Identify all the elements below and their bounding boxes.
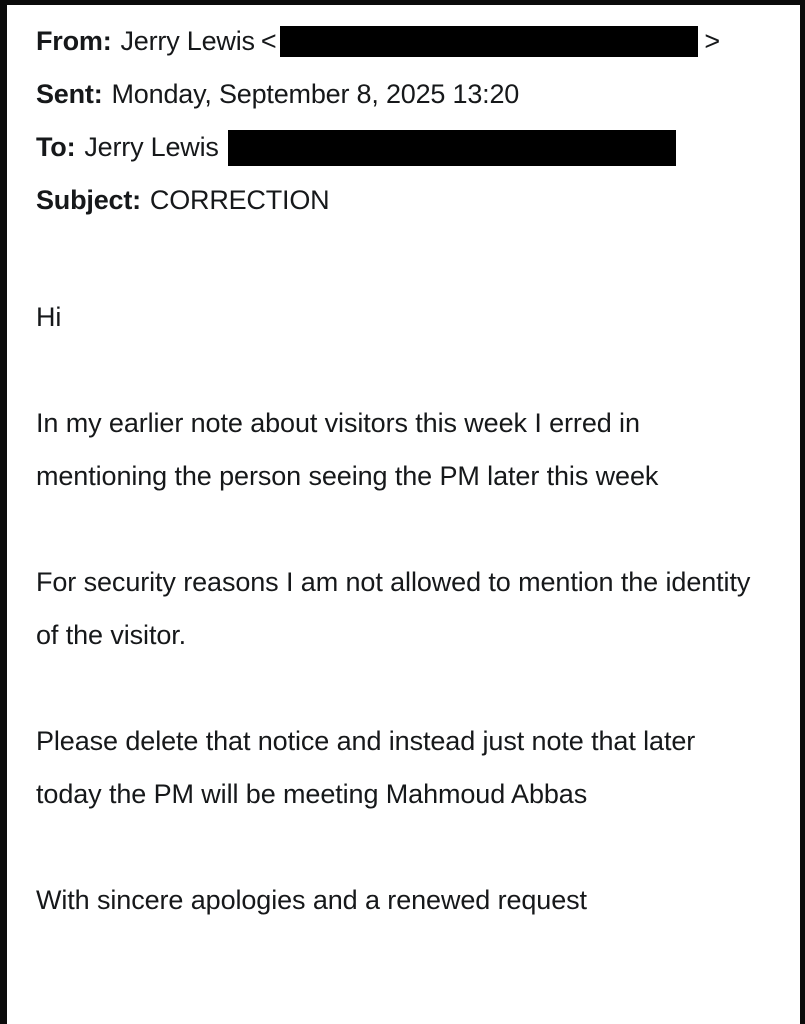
sent-label: Sent:	[36, 79, 103, 109]
email-body-paragraph: Hi	[36, 302, 62, 332]
from-value: Jerry Lewis	[120, 26, 255, 56]
email-content	[36, 15, 790, 927]
email-header-from	[36, 15, 790, 68]
email-header-sent	[36, 68, 790, 121]
subject-value: CORRECTION	[149, 185, 330, 215]
email-body-paragraph: In my earlier note about visitors this week I erred in mentioning the person seeing the PM later this week	[36, 408, 659, 491]
email-body	[36, 291, 790, 927]
email-header-subject	[36, 174, 790, 227]
from-label: From:	[36, 26, 112, 56]
from-angle-open: <	[260, 26, 277, 56]
sent-value: Monday, September 8, 2025 13:20	[111, 79, 520, 109]
to-value: Jerry Lewis	[84, 132, 219, 162]
email-body-paragraph: For security reasons I am not allowed to mention the identity of the visitor.	[36, 567, 751, 650]
from-angle-close: >	[704, 26, 720, 56]
to-label: To:	[36, 132, 76, 162]
email-body-paragraph: Please delete that notice and instead just note that later today the PM will be meeting Mahmoud Abbas	[36, 726, 696, 809]
to-address-redaction	[228, 130, 676, 166]
email-body-paragraph: With sincere apologies and a renewed request	[36, 885, 587, 915]
subject-label: Subject:	[36, 185, 141, 215]
email-header-to	[36, 121, 790, 174]
from-address-redaction	[280, 26, 698, 57]
